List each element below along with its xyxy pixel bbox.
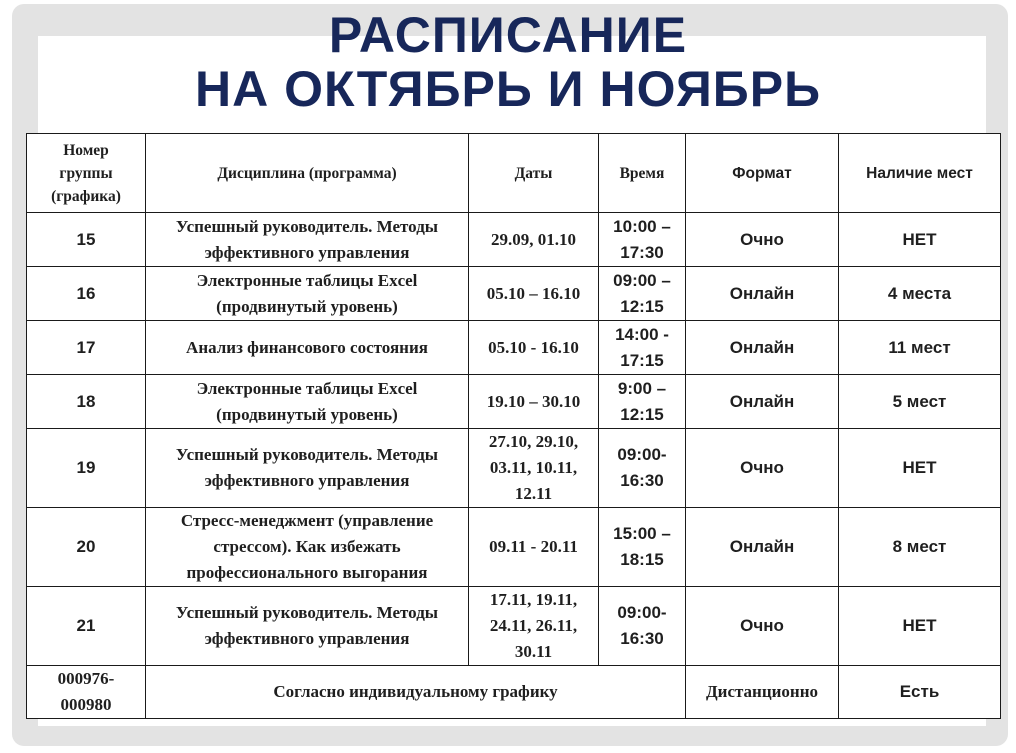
cell-discipline: Успешный руководитель. Методы эффективного управления bbox=[146, 429, 469, 508]
cell-dates: 27.10, 29.10, 03.11, 10.11, 12.11 bbox=[469, 429, 599, 508]
cell-discipline: Электронные таблицы Excel (продвинутый уровень) bbox=[146, 267, 469, 321]
header-seats: Наличие мест bbox=[839, 134, 1001, 213]
cell-format: Онлайн bbox=[686, 267, 839, 321]
cell-group: 18 bbox=[27, 375, 146, 429]
cell-group: 16 bbox=[27, 267, 146, 321]
cell-dates: 09.11 - 20.11 bbox=[469, 508, 599, 587]
cell-discipline: Электронные таблицы Excel (продвинутый уровень) bbox=[146, 375, 469, 429]
cell-group: 19 bbox=[27, 429, 146, 508]
cell-format: Онлайн bbox=[686, 321, 839, 375]
title-line-2: НА ОКТЯБРЬ И НОЯБРЬ bbox=[194, 61, 822, 117]
table-row bbox=[27, 267, 1001, 321]
cell-time: 09:00- 16:30 bbox=[599, 429, 686, 508]
cell-dates: 29.09, 01.10 bbox=[469, 213, 599, 267]
schedule-table bbox=[26, 133, 1001, 719]
cell-time: 09:00- 16:30 bbox=[599, 587, 686, 666]
cell-dates: 05.10 - 16.10 bbox=[469, 321, 599, 375]
cell-seats: Есть bbox=[839, 666, 1001, 719]
cell-discipline: Стресс-менеджмент (управление стрессом). Как избежать профессионального выгорания bbox=[146, 508, 469, 587]
cell-time: 9:00 – 12:15 bbox=[599, 375, 686, 429]
table-row-individual bbox=[27, 666, 1001, 719]
table-row bbox=[27, 587, 1001, 666]
cell-seats: НЕТ bbox=[839, 213, 1001, 267]
cell-dates: 17.11, 19.11, 24.11, 26.11, 30.11 bbox=[469, 587, 599, 666]
cell-seats: 11 мест bbox=[839, 321, 1001, 375]
cell-group: 15 bbox=[27, 213, 146, 267]
page-title bbox=[0, 8, 1016, 116]
cell-discipline: Успешный руководитель. Методы эффективного управления bbox=[146, 587, 469, 666]
table-row bbox=[27, 429, 1001, 508]
table-header-row bbox=[27, 134, 1001, 213]
cell-group: 21 bbox=[27, 587, 146, 666]
cell-format: Онлайн bbox=[686, 508, 839, 587]
cell-discipline-merged: Согласно индивидуальному графику bbox=[146, 666, 686, 719]
cell-time: 14:00 - 17:15 bbox=[599, 321, 686, 375]
cell-discipline: Успешный руководитель. Методы эффективного управления bbox=[146, 213, 469, 267]
cell-seats: 4 места bbox=[839, 267, 1001, 321]
header-format: Формат bbox=[686, 134, 839, 213]
cell-time: 15:00 – 18:15 bbox=[599, 508, 686, 587]
cell-format: Очно bbox=[686, 429, 839, 508]
cell-group: 000976- 000980 bbox=[27, 666, 146, 719]
cell-time: 10:00 – 17:30 bbox=[599, 213, 686, 267]
cell-time: 09:00 – 12:15 bbox=[599, 267, 686, 321]
cell-seats: 5 мест bbox=[839, 375, 1001, 429]
cell-format: Очно bbox=[686, 587, 839, 666]
cell-seats: НЕТ bbox=[839, 587, 1001, 666]
table-row bbox=[27, 213, 1001, 267]
cell-group: 17 bbox=[27, 321, 146, 375]
cell-dates: 19.10 – 30.10 bbox=[469, 375, 599, 429]
cell-format: Онлайн bbox=[686, 375, 839, 429]
header-group-number: Номер группы (графика) bbox=[27, 134, 146, 213]
cell-seats: НЕТ bbox=[839, 429, 1001, 508]
header-time: Время bbox=[599, 134, 686, 213]
cell-dates: 05.10 – 16.10 bbox=[469, 267, 599, 321]
table-row bbox=[27, 375, 1001, 429]
title-line-1: РАСПИСАНИЕ bbox=[328, 7, 688, 63]
header-discipline: Дисциплина (программа) bbox=[146, 134, 469, 213]
cell-format: Очно bbox=[686, 213, 839, 267]
cell-seats: 8 мест bbox=[839, 508, 1001, 587]
table-row bbox=[27, 508, 1001, 587]
table-row bbox=[27, 321, 1001, 375]
cell-format: Дистанционно bbox=[686, 666, 839, 719]
cell-group: 20 bbox=[27, 508, 146, 587]
header-dates: Даты bbox=[469, 134, 599, 213]
cell-discipline: Анализ финансового состояния bbox=[146, 321, 469, 375]
